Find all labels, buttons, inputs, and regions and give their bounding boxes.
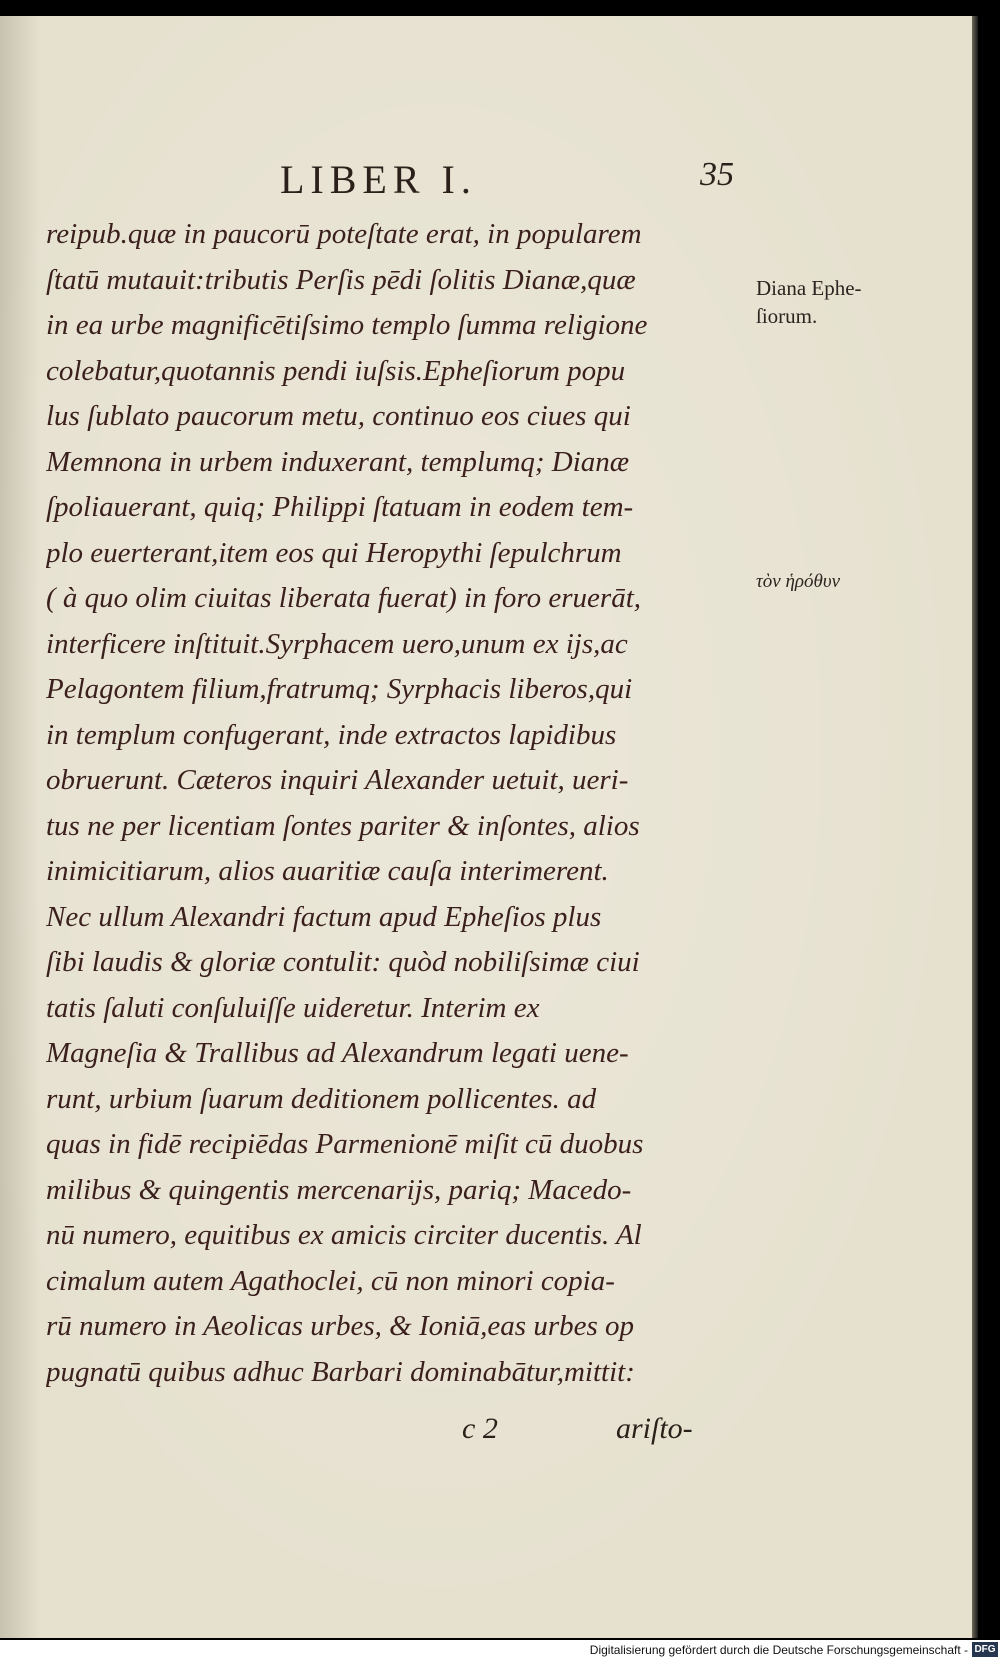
funding-credit: Digitalisierung gefördert durch die Deutsche Forschungsgemeinschaft - (589, 1643, 968, 1657)
text-line: obruerunt. Cæteros inquiri Alexander uetuit, ueri- (46, 764, 629, 796)
margin-note-greek: τὸν ἡρόθυν (756, 571, 841, 592)
text-line: cimalum autem Agathoclei, cū non minori copia- (46, 1264, 615, 1297)
text-line: ſtatū mutauit:tributis Perſis pēdi ſolitis Dianæ,quæ (46, 263, 636, 296)
text-line: ( à quo olim ciuitas liberata fuerat) in foro eruerāt, (46, 582, 641, 614)
text-line: reipub.quæ in paucorū poteſtate erat, in popularem (46, 218, 642, 250)
text-line: rū numero in Aeolicas urbes, & Ioniā,eas urbes op (46, 1310, 635, 1342)
text-line: colebatur,quotannis pendi iuſsis.Epheſiorum popu (46, 354, 626, 387)
text-line: Pelagontem filium,fratrumq; Syrphacis liberos,qui (46, 673, 633, 705)
margin-note-line: ſiorum. (756, 304, 818, 328)
text-line: inimicitiarum, alios auaritiæ cauſa interimerent. (46, 855, 609, 887)
page-edge-shadow (972, 16, 978, 1638)
text-line: quas in fidē recipiēdas Parmenionē miſit cū duobus (46, 1128, 644, 1160)
text-line: milibus & quingentis mercenarijs, pariq; Macedo- (46, 1173, 632, 1206)
page-number: 35 (700, 156, 734, 193)
catchword: ariſto- (616, 1412, 693, 1445)
text-line: Memnona in urbem induxerant, templumq; Dianæ (46, 445, 630, 478)
digitization-footer (0, 1640, 1000, 1660)
book-page (0, 16, 974, 1638)
signature-mark: c 2 (462, 1412, 498, 1445)
text-line: in templum confugerant, inde extractos lapidibus (46, 718, 617, 751)
text-line: Nec ullum Alexandri factum apud Epheſios plus (46, 900, 602, 933)
running-head: LIBER I. (280, 157, 477, 202)
page-foot (0, 1412, 972, 1456)
text-line: Magneſia & Trallibus ad Alexandrum legati uene- (46, 1037, 629, 1069)
dfg-logo: DFG (972, 1642, 998, 1657)
text-line: lus ſublato paucorum metu, continuo eos ciues qui (46, 400, 631, 432)
text-line: tus ne per licentiam ſontes pariter & inſontes, alios (46, 809, 640, 842)
margin-note-diana (756, 274, 966, 330)
text-line: in ea urbe magnificētiſsimo templo ſumma religione (46, 309, 648, 341)
text-line: pugnatū quibus adhuc Barbari dominabātur,mittit: (46, 1355, 635, 1388)
text-line: ſibi laudis & gloriæ contulit: quòd nobiliſsimæ ciui (46, 946, 640, 978)
margin-note-line: Diana Ephe- (756, 276, 862, 300)
text-line: runt, urbium ſuarum deditionem pollicentes. ad (46, 1082, 597, 1115)
main-text-block (46, 212, 746, 1395)
text-line: tatis ſaluti conſuluiſſe uideretur. Interim ex (46, 991, 540, 1024)
text-line: plo euerterant,item eos qui Heropythi ſepulchrum (46, 536, 622, 569)
text-line: ſpoliauerant, quiq; Philippi ſtatuam in eodem tem- (46, 491, 634, 523)
text-line: interficere inſtituit.Syrphacem uero,unum ex ijs,ac (46, 627, 628, 660)
text-line: nū numero, equitibus ex amicis circiter ducentis. Al (46, 1219, 642, 1251)
